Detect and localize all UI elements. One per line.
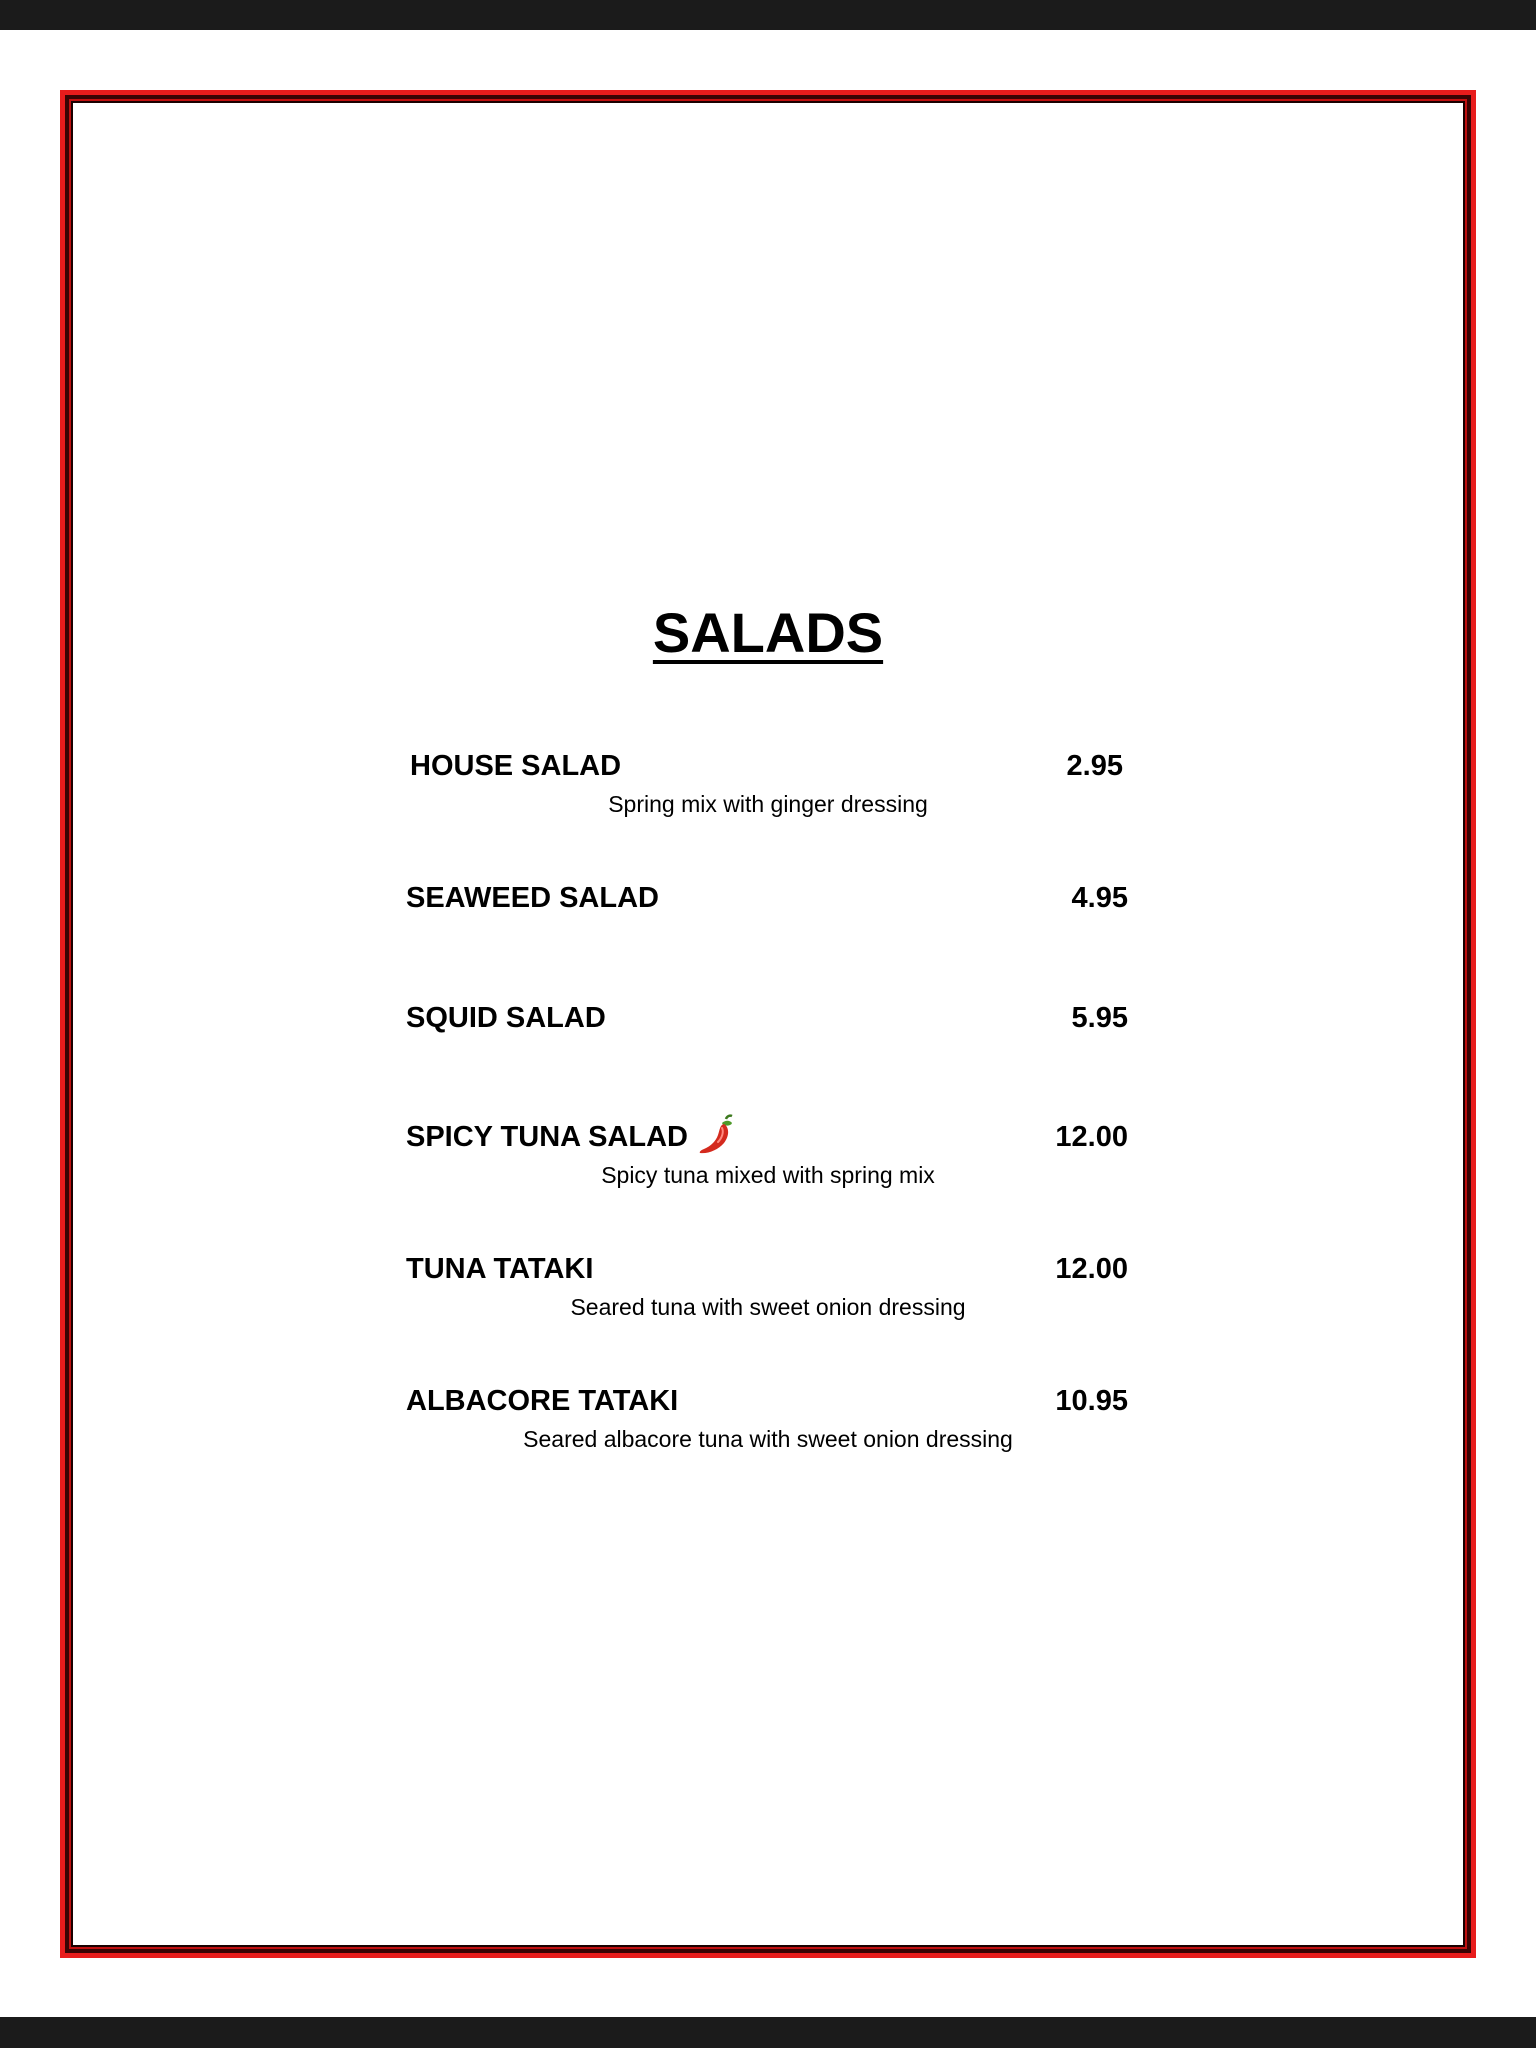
top-bar — [0, 0, 1536, 30]
menu-item-description: Seared albacore tuna with sweet onion dressing — [523, 1426, 1013, 1452]
border-inner-line — [71, 101, 1465, 1947]
menu-item-name: SPICY TUNA SALAD — [406, 1121, 688, 1153]
menu-item-price: 2.95 — [1066, 750, 1123, 782]
menu-item-name: SEAWEED SALAD — [406, 882, 659, 914]
menu-item-name: HOUSE SALAD — [410, 750, 622, 782]
menu-item-description: Spicy tuna mixed with spring mix — [601, 1162, 935, 1188]
menu-item-price: 12.00 — [1055, 1121, 1128, 1153]
bottom-bar — [0, 2017, 1536, 2048]
menu-item-price: 10.95 — [1055, 1385, 1128, 1417]
menu-item-price: 4.95 — [1071, 882, 1128, 914]
menu-item-name: ALBACORE TATAKI — [406, 1385, 679, 1417]
menu-item-description: Seared tuna with sweet onion dressing — [570, 1294, 966, 1320]
page-title: SALADS — [652, 601, 884, 664]
menu-item-price: 5.95 — [1071, 1002, 1128, 1034]
menu-page-border — [60, 90, 1476, 1958]
menu-item-description: Spring mix with ginger dressing — [608, 791, 928, 817]
menu-item-name: SQUID SALAD — [406, 1002, 606, 1034]
chili-pepper-icon — [696, 1113, 738, 1157]
menu-item-name: TUNA TATAKI — [406, 1253, 594, 1285]
menu-item-price: 12.00 — [1055, 1253, 1128, 1285]
